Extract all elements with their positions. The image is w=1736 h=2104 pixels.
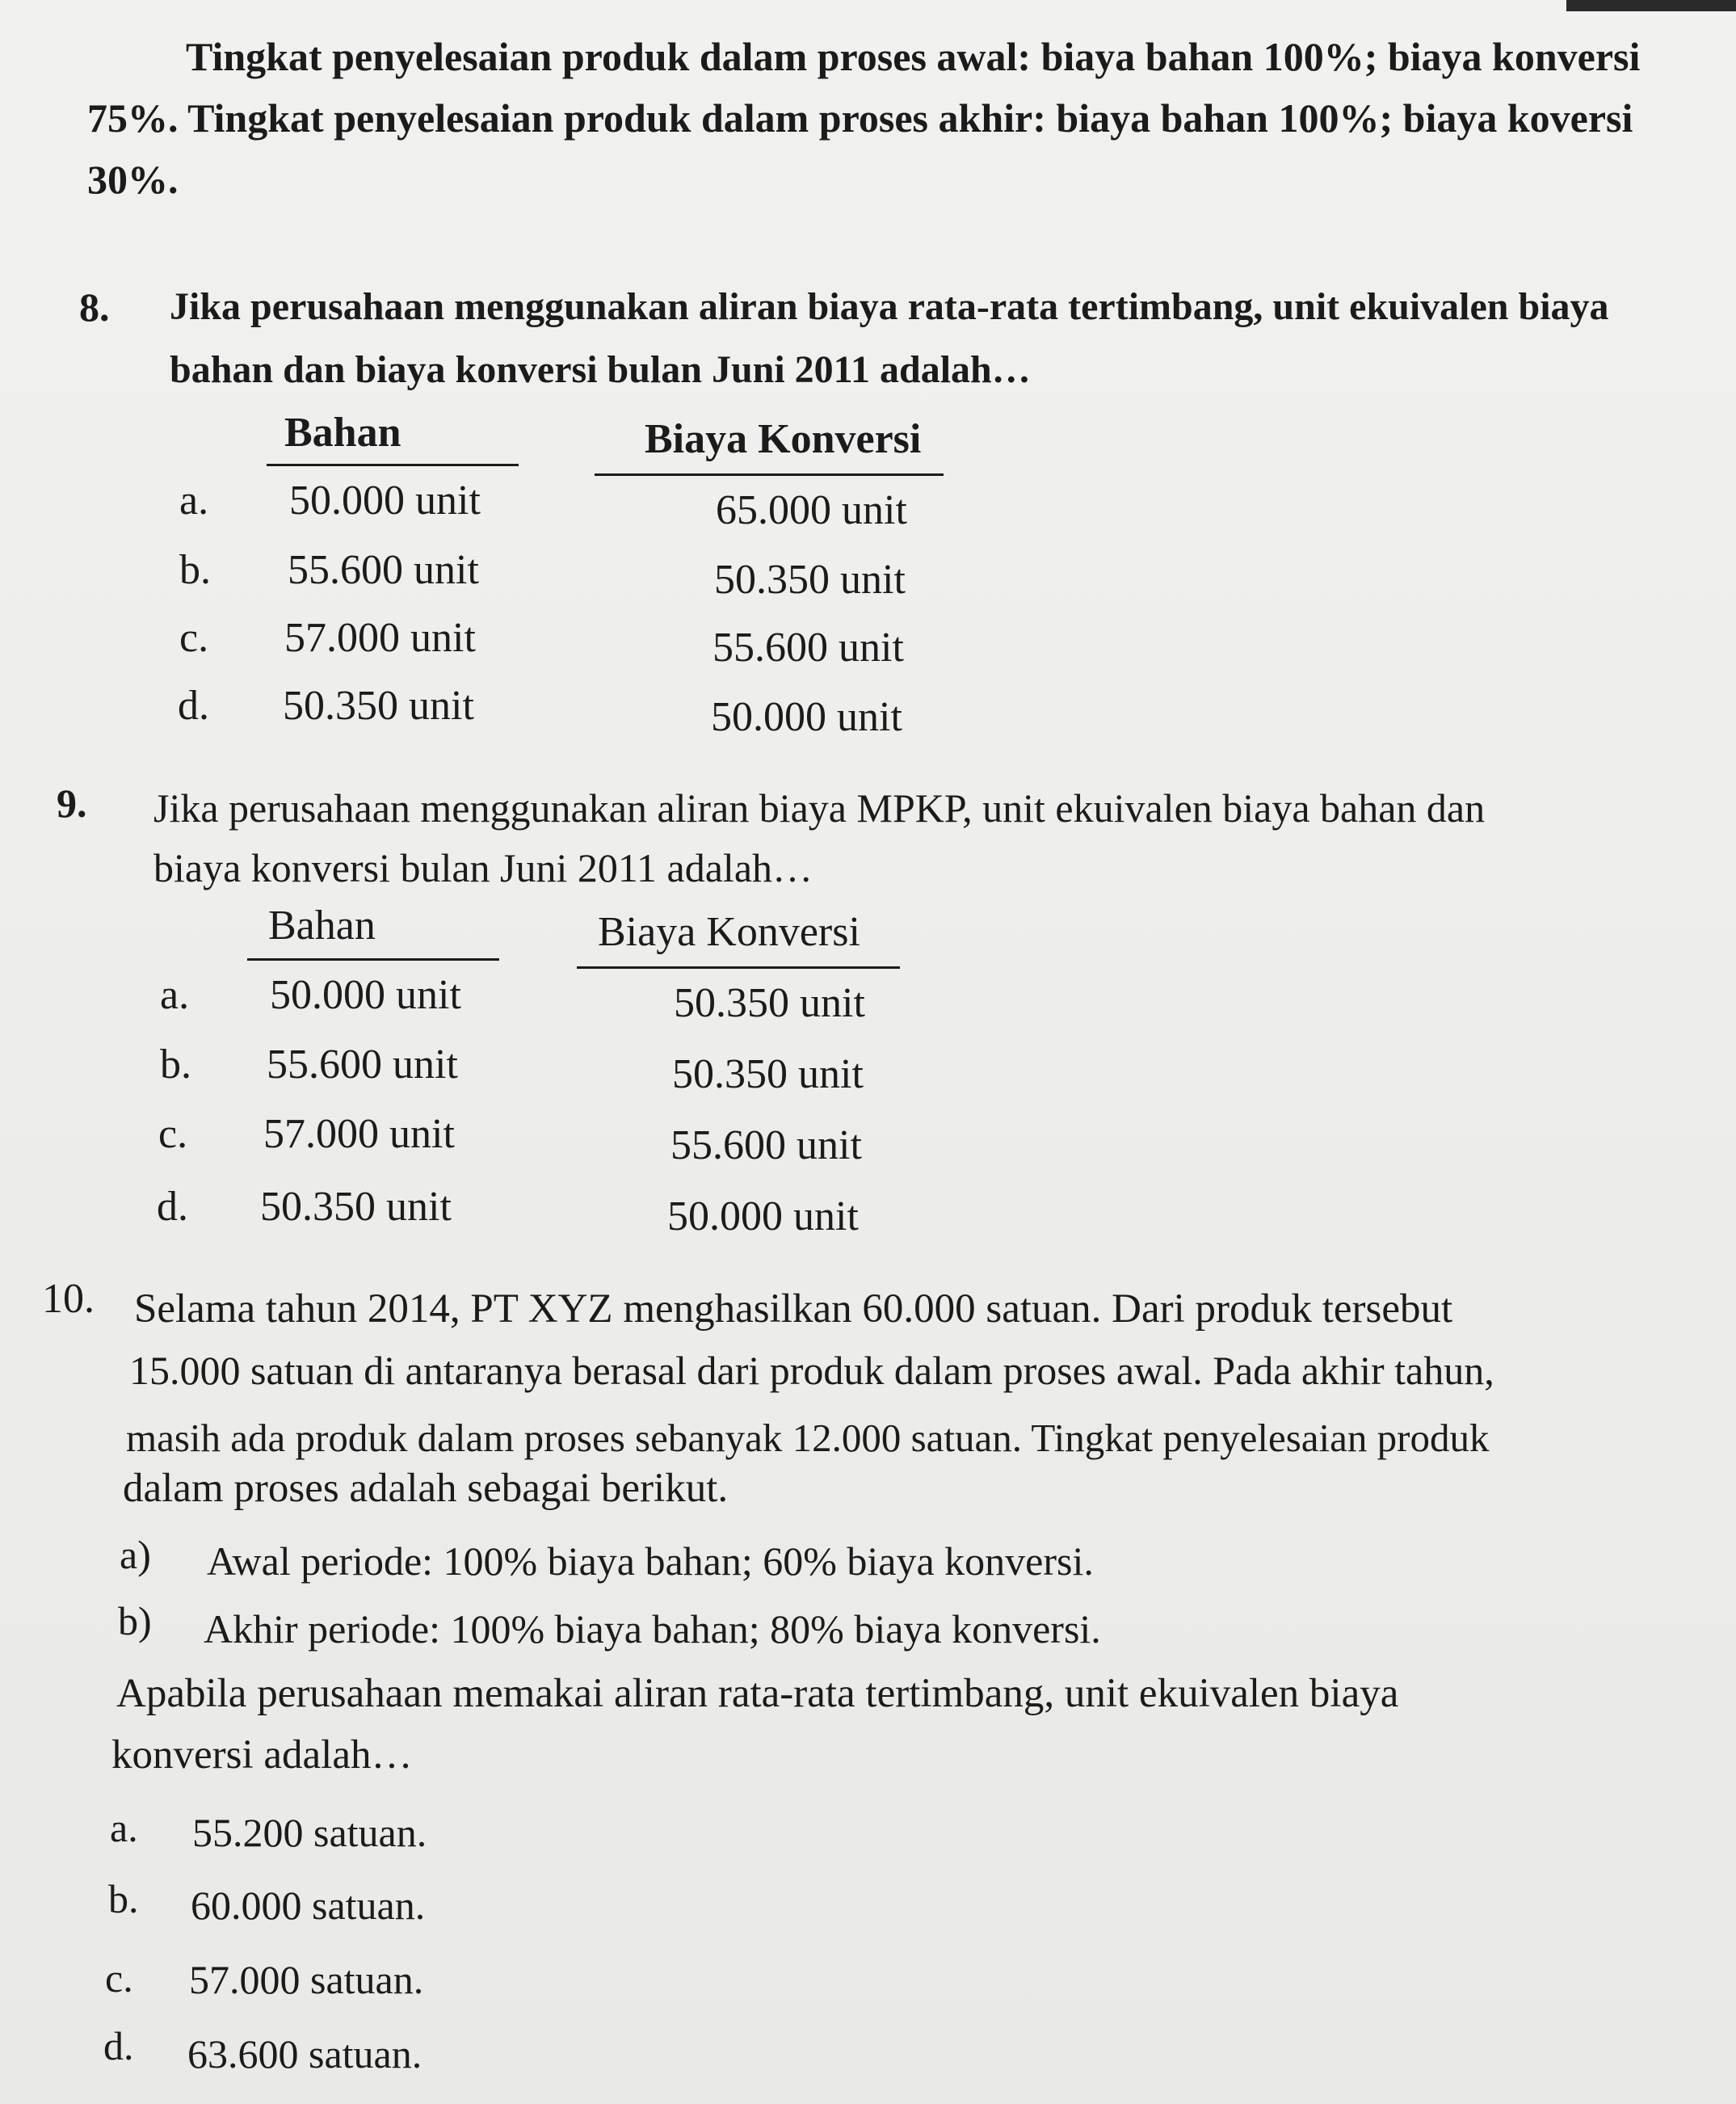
page-corner-mark [1566,0,1736,11]
q8-row-konversi: 50.000 unit [711,694,902,740]
q9-row-label: c. [158,1111,188,1157]
q8-number: 8. [79,284,110,330]
q10-option-text: 55.200 satuan. [192,1810,427,1855]
q10-line-4: dalam proses adalah sebagai berikut. [123,1466,729,1511]
q8-row-konversi: 65.000 unit [716,487,907,533]
q8-row-bahan: 50.000 unit [289,478,481,524]
q9-number: 9. [57,781,87,826]
q10-sub-a-label: a) [120,1532,151,1577]
q10-option-text: 63.600 satuan. [187,2031,422,2077]
q9-line-2: biaya konversi bulan Juni 2011 adalah… [153,845,813,890]
q8-row-label: c. [179,615,209,661]
q9-row-bahan: 57.000 unit [263,1111,455,1157]
q10-option-label: a. [110,1805,138,1850]
q9-row-bahan: 50.350 unit [260,1184,452,1230]
q9-row-konversi: 50.350 unit [672,1051,864,1097]
intro-line-2: 75%. Tingkat penyelesaian produk dalam proses akhir: biaya bahan 100%; biaya koversi [87,95,1633,141]
q10-number: 10. [42,1276,95,1322]
q8-line-1: Jika perusahaan menggunakan aliran biaya rata-rata tertimbang, unit ekuivalen biaya [170,285,1609,328]
q8-row-bahan: 55.600 unit [288,547,479,593]
intro-line-3: 30%. [87,157,179,202]
q8-row-label: a. [179,478,209,524]
q8-row-konversi: 50.350 unit [714,557,906,603]
q8-col-bahan: Bahan [284,410,401,456]
q9-row-label: d. [157,1184,188,1230]
q10-line-3: masih ada produk dalam proses sebanyak 12.000 satuan. Tingkat penyelesaian produk [126,1416,1490,1460]
q10-option-text: 60.000 satuan. [191,1883,426,1928]
q8-row-bahan: 50.350 unit [283,683,474,729]
q9-row-bahan: 55.600 unit [267,1041,458,1088]
q8-row-bahan: 57.000 unit [284,615,476,661]
q10-option-label: c. [105,1955,133,2001]
q9-row-konversi: 55.600 unit [670,1122,862,1168]
q9-line-1: Jika perusahaan menggunakan aliran biaya MPKP, unit ekuivalen biaya bahan dan [153,785,1486,831]
q9-row-label: a. [160,972,190,1018]
q8-row-label: d. [178,683,209,729]
q8-col-bahan-rule [267,464,519,466]
q9-col-bahan: Bahan [268,903,376,949]
q9-row-label: b. [160,1041,191,1088]
q9-row-bahan: 50.000 unit [270,972,461,1018]
q10-line-2: 15.000 satuan di antaranya berasal dari produk dalam proses awal. Pada akhir tahun, [129,1348,1494,1393]
q10-line-1: Selama tahun 2014, PT XYZ menghasilkan 60.000 satuan. Dari produk tersebut [134,1286,1453,1332]
q9-row-konversi: 50.350 unit [674,980,865,1026]
q8-row-label: b. [179,547,211,593]
q10-option-label: b. [108,1876,139,1921]
q8-col-konversi: Biaya Konversi [645,416,922,462]
q8-col-konversi-rule [595,473,944,476]
q9-col-konversi: Biaya Konversi [598,909,860,955]
q10-line-5: Apabila perusahaan memakai aliran rata-rata tertimbang, unit ekuivalen biaya [116,1671,1399,1716]
q10-option-text: 57.000 satuan. [189,1957,424,2002]
q10-option-label: d. [103,2023,134,2068]
q9-col-bahan-rule [247,958,499,961]
q10-sub-b-label: b) [118,1598,152,1643]
q10-sub-b: Akhir periode: 100% biaya bahan; 80% biaya konversi. [204,1606,1101,1652]
q9-row-konversi: 50.000 unit [667,1193,859,1239]
q10-sub-a: Awal periode: 100% biaya bahan; 60% biaya konversi. [207,1538,1094,1584]
q9-col-konversi-rule [577,966,900,969]
q8-line-2: bahan dan biaya konversi bulan Juni 2011 adalah… [170,348,1031,391]
q10-line-6: konversi adalah… [111,1732,413,1778]
q8-row-konversi: 55.600 unit [712,625,904,671]
intro-line-1: Tingkat penyelesaian produk dalam proses awal: biaya bahan 100%; biaya konversi [186,34,1641,79]
